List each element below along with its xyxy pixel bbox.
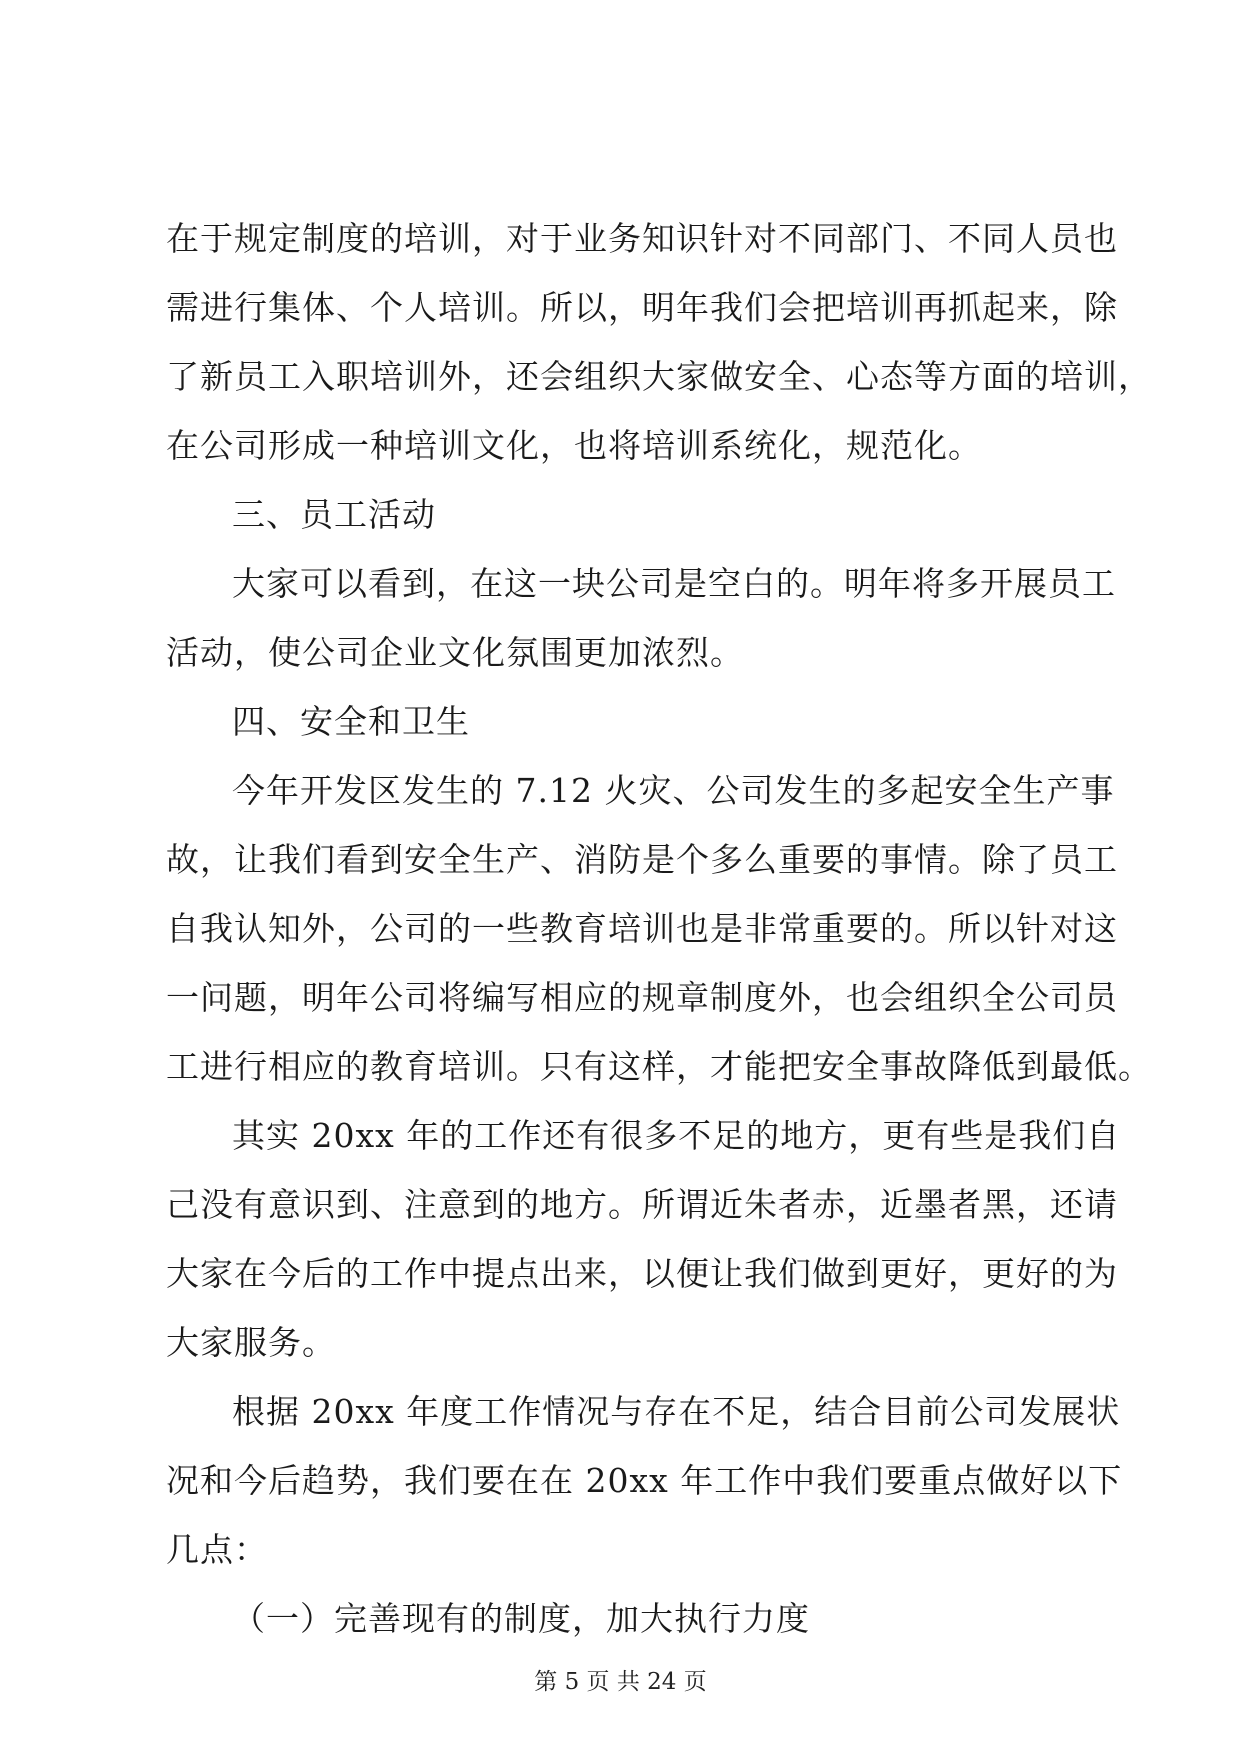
body-text-line: 己没有意识到、注意到的地方。所谓近朱者赤，近墨者黑，还请 bbox=[166, 1185, 1118, 1224]
body-text-line: 自我认知外，公司的一些教育培训也是非常重要的。所以针对这 bbox=[166, 909, 1118, 948]
body-text-line: 在公司形成一种培训文化，也将培训系统化，规范化。 bbox=[166, 426, 982, 465]
body-text-line: 故，让我们看到安全生产、消防是个多么重要的事情。除了员工 bbox=[166, 840, 1118, 879]
body-text-line: 在于规定制度的培训，对于业务知识针对不同部门、不同人员也 bbox=[166, 219, 1118, 258]
body-text-line: 其实 20xx 年的工作还有很多不足的地方，更有些是我们自 bbox=[232, 1116, 1121, 1155]
body-text-line: 大家在今后的工作中提点出来，以便让我们做到更好，更好的为 bbox=[166, 1254, 1118, 1293]
body-text-line: 根据 20xx 年度工作情况与存在不足，结合目前公司发展状 bbox=[232, 1392, 1121, 1431]
page-number: 第 5 页 共 24 页 bbox=[534, 1669, 707, 1695]
body-text-line: 今年开发区发生的 7.12 火灾、公司发生的多起安全生产事 bbox=[232, 771, 1115, 810]
body-text-line: 大家服务。 bbox=[166, 1323, 336, 1362]
section-heading: 三、员工活动 bbox=[232, 495, 436, 534]
body-text-line: 几点： bbox=[166, 1530, 268, 1569]
body-text-line: 了新员工入职培训外，还会组织大家做安全、心态等方面的培训， bbox=[166, 357, 1152, 396]
body-text-line: 活动，使公司企业文化氛围更加浓烈。 bbox=[166, 633, 744, 672]
subsection-heading: （一）完善现有的制度，加大执行力度 bbox=[232, 1599, 810, 1638]
body-text-line: 大家可以看到，在这一块公司是空白的。明年将多开展员工 bbox=[232, 564, 1116, 603]
body-text-line: 一问题，明年公司将编写相应的规章制度外，也会组织全公司员 bbox=[166, 978, 1118, 1017]
body-text-line: 工进行相应的教育培训。只有这样，才能把安全事故降低到最低。 bbox=[166, 1047, 1152, 1086]
body-text-line: 需进行集体、个人培训。所以，明年我们会把培训再抓起来，除 bbox=[166, 288, 1118, 327]
section-heading: 四、安全和卫生 bbox=[232, 702, 470, 741]
body-text-line: 况和今后趋势，我们要在在 20xx 年工作中我们要重点做好以下 bbox=[166, 1461, 1123, 1500]
